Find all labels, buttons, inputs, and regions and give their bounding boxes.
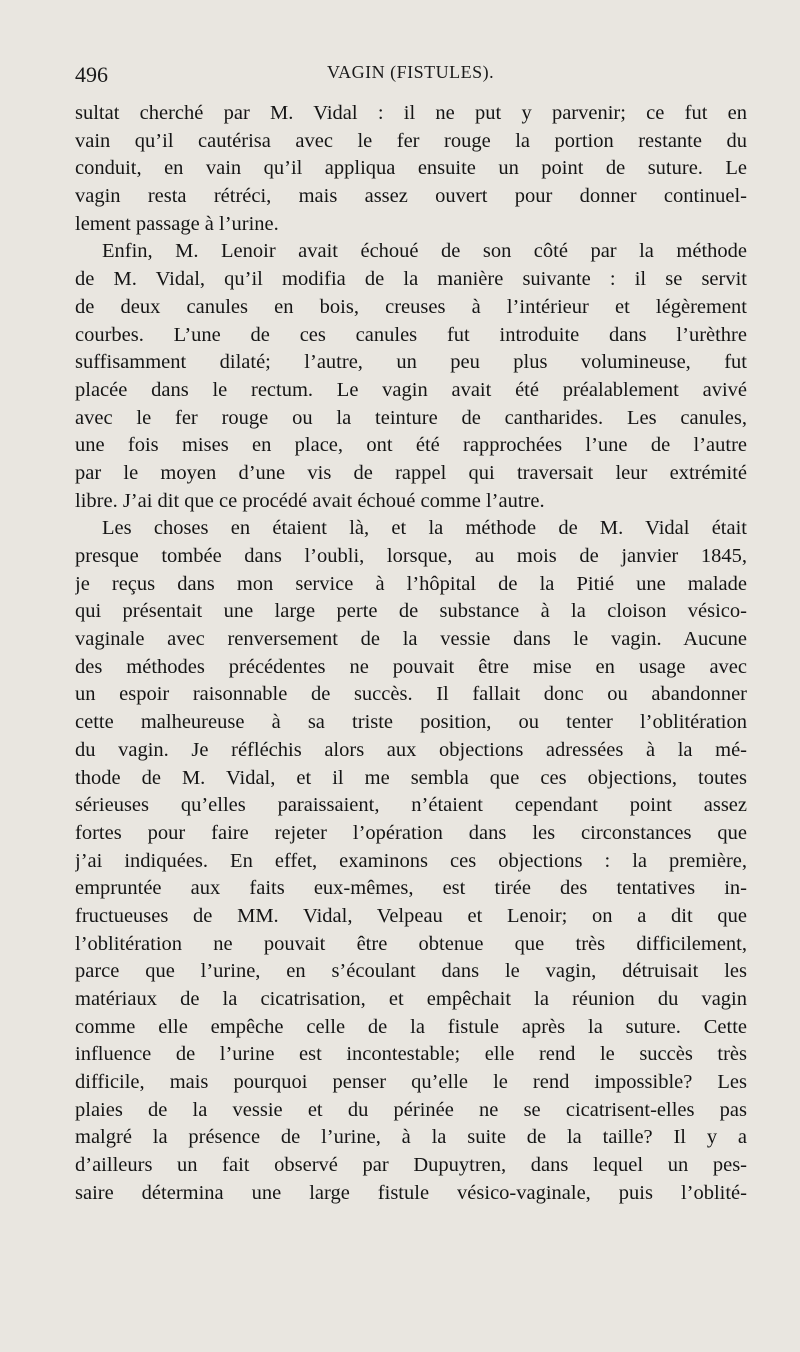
text-line: comme elle empêche celle de la fistule après la suture. Cette [75, 1015, 747, 1038]
text-line: courbes. L’une de ces canules fut introduite dans l’urèthre [75, 323, 747, 346]
text-line: par le moyen d’une vis de rappel qui traversait leur extrémité [75, 461, 747, 484]
text-line: vagin resta rétréci, mais assez ouvert pour donner continuel- [75, 185, 747, 208]
text-line: je reçus dans mon service à l’hôpital de la Pitié une malade [75, 572, 747, 595]
text-line: de M. Vidal, qu’il modifia de la manière suivante : il se servit [75, 268, 747, 291]
paragraph [75, 515, 747, 1207]
text-line: Les choses en étaient là, et la méthode de M. Vidal était [102, 517, 747, 540]
text-line: un espoir raisonnable de succès. Il fallait donc ou abandonner [75, 683, 747, 706]
text-line: lement passage à l’urine. [75, 212, 279, 235]
text-line: empruntée aux faits eux-mêmes, est tirée des tentatives in- [75, 877, 747, 900]
text-line: matériaux de la cicatrisation, et empêchait la réunion du vagin [75, 988, 747, 1010]
text-line: thode de M. Vidal, et il me sembla que ces objections, toutes [75, 766, 747, 789]
text-line: presque tombée dans l’oubli, lorsque, au mois de janvier 1845, [75, 545, 747, 567]
text-line: fructueuses de MM. Vidal, Velpeau et Lenoir; on a dit que [75, 904, 747, 927]
text-line: libre. J’ai dit que ce procédé avait échoué comme l’autre. [75, 489, 545, 512]
text-line: du vagin. Je réfléchis alors aux objections adressées à la mé- [75, 738, 747, 761]
text-line: plaies de la vessie et du périnée ne se cicatrisent-elles pas [75, 1098, 747, 1121]
running-head: VAGIN (FISTULES). [327, 62, 495, 82]
body-text [75, 100, 747, 1208]
text-line: malgré la présence de l’urine, à la suite de la taille? Il y a [75, 1126, 747, 1149]
text-line: des méthodes précédentes ne pouvait être mise en usage avec [75, 655, 747, 678]
page-number: 496 [75, 62, 108, 87]
text-line: sultat cherché par M. Vidal : il ne put y parvenir; ce fut en [75, 102, 747, 124]
text-line: l’oblitération ne pouvait être obtenue que très difficilement, [75, 932, 747, 955]
text-line: Enfin, M. Lenoir avait échoué de son côté par la méthode [102, 240, 747, 263]
paragraph [75, 238, 747, 515]
text-line: de deux canules en bois, creuses à l’intérieur et légèrement [75, 295, 747, 318]
text-line: influence de l’urine est incontestable; elle rend le succès très [75, 1043, 747, 1066]
text-line: placée dans le rectum. Le vagin avait été préalablement avivé [75, 378, 747, 401]
text-line: j’ai indiquées. En effet, examinons ces objections : la première, [75, 849, 747, 872]
text-line: cette malheureuse à sa triste position, ou tenter l’oblitération [75, 711, 747, 734]
text-line: une fois mises en place, ont été rapprochées l’une de l’autre [75, 434, 747, 457]
text-line: saire détermina une large fistule vésico-vaginale, puis l’oblité- [75, 1181, 747, 1204]
text-line: sérieuses qu’elles paraissaient, n’étaient cependant point assez [75, 794, 747, 817]
text-line: suffisamment dilaté; l’autre, un peu plus volumineuse, fut [75, 351, 747, 374]
text-line: d’ailleurs un fait observé par Dupuytren, dans lequel un pes- [75, 1154, 747, 1177]
text-line: conduit, en vain qu’il appliqua ensuite un point de suture. Le [75, 157, 747, 180]
text-line: fortes pour faire rejeter l’opération dans les circonstances que [75, 821, 747, 844]
text-line: parce que l’urine, en s’écoulant dans le vagin, détruisait les [75, 960, 747, 983]
text-line: vain qu’il cautérisa avec le fer rouge la portion restante du [75, 129, 747, 152]
text-line: difficile, mais pourquoi penser qu’elle le rend impossible? Les [75, 1071, 747, 1094]
text-line: avec le fer rouge ou la teinture de cantharides. Les canules, [75, 406, 747, 429]
text-line: vaginale avec renversement de la vessie dans le vagin. Aucune [75, 628, 747, 651]
page-header [75, 62, 747, 96]
paragraph [75, 100, 747, 238]
text-line: qui présentait une large perte de substance à la cloison vésico- [75, 600, 747, 623]
